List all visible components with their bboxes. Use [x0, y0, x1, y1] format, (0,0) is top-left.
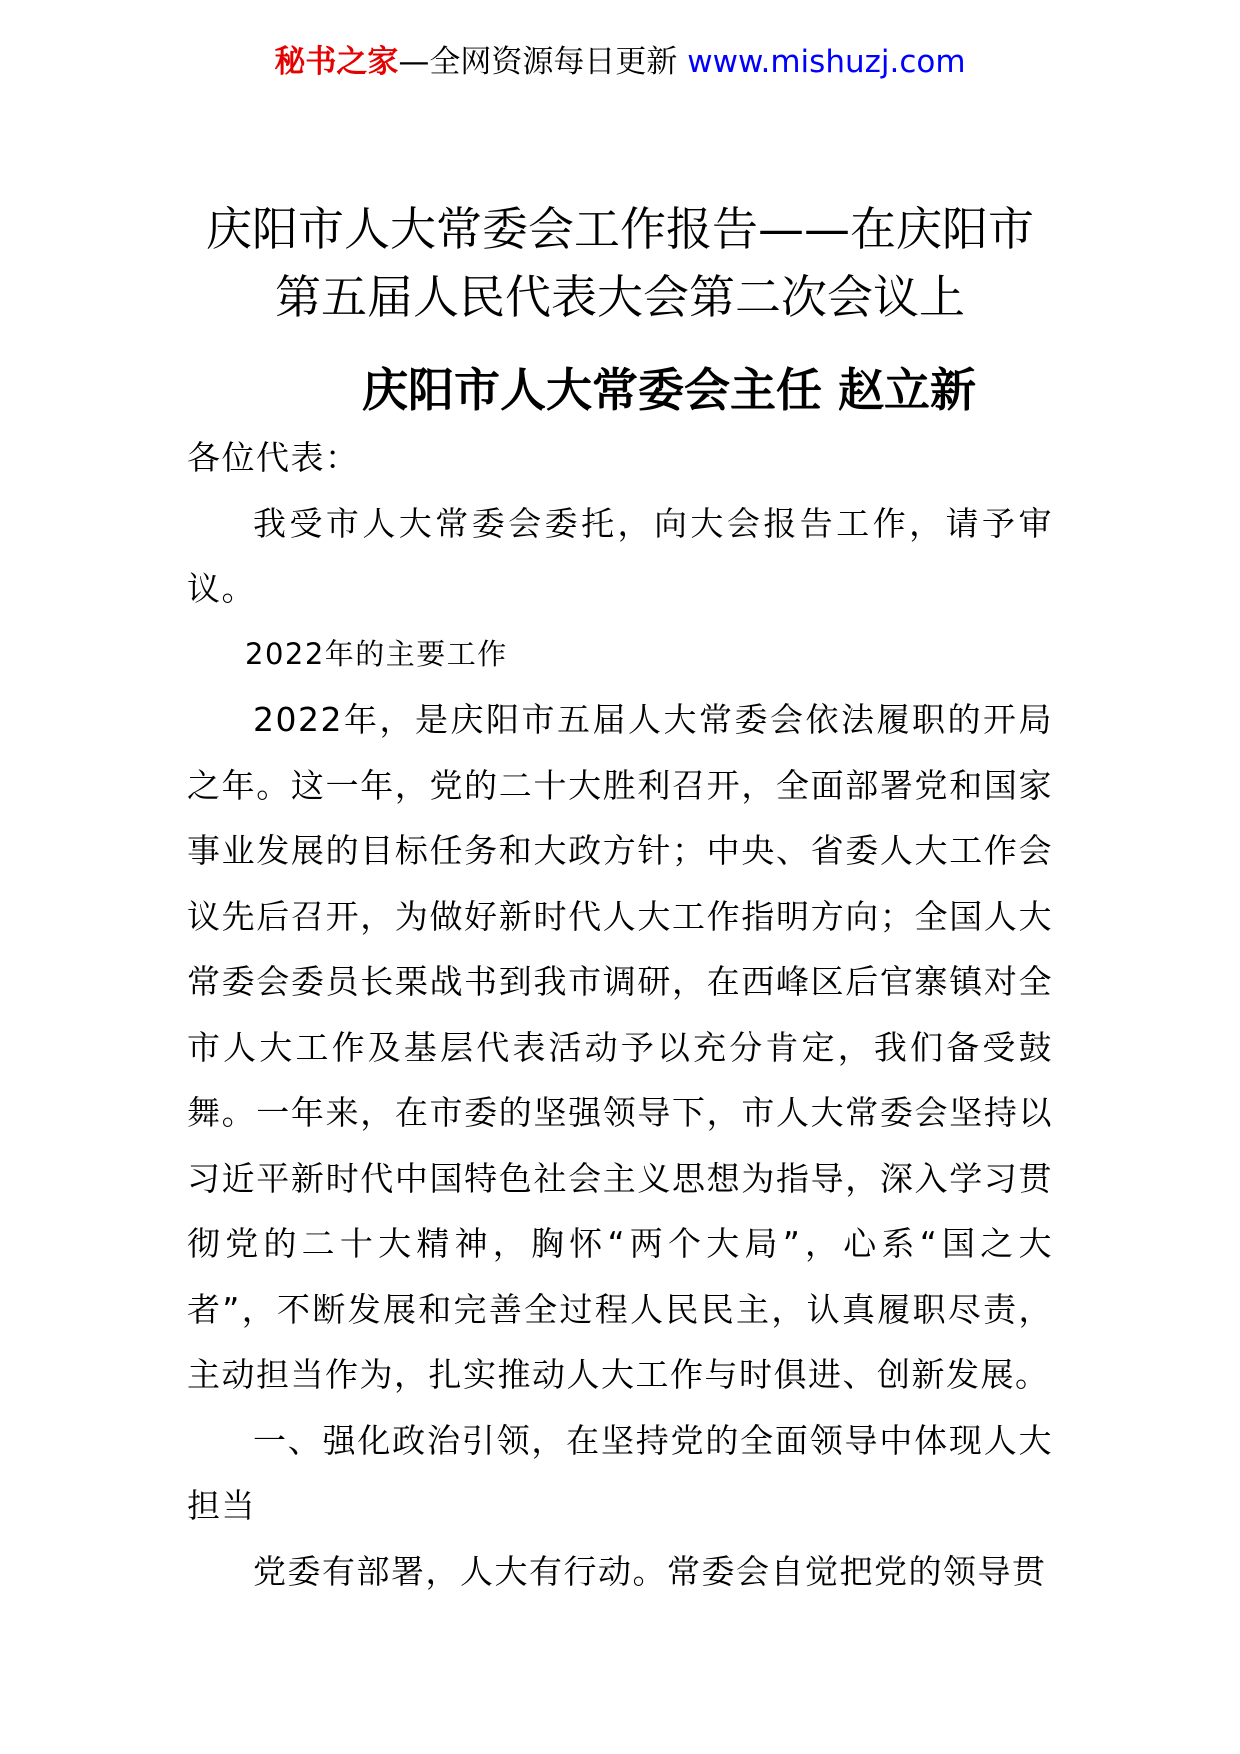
site-brand: 秘书之家	[274, 44, 399, 80]
title-line-2: 第五届人民代表大会第二次会议上	[275, 270, 965, 324]
site-url-link[interactable]: www.mishuzj.com	[687, 44, 966, 80]
site-tagline: —全网资源每日更新	[398, 44, 688, 80]
salutation: 各位代表：	[187, 438, 360, 477]
body-paragraph-2: 党委有部署，人大有行动。常委会自觉把党的领导贯	[253, 1551, 1047, 1591]
body-paragraph-1: 2022年，是庆阳市五届人大常委会依法履职的开局之年。这一年，党的二十大胜利召开，全面部署党和国家事业发展的目标任务和大政方针；中央、省委人大工作会议先后召开，为做好新时代人大工作指明方向；全国人大常委会委员长栗战书到我市调研，在西峰区后官寨镇对全市人大工作及基层代表活动予以充分肯定，我们备受鼓舞。一年来，在市委的坚强领导下，市人大常委会坚持以习近平新时代中国特色社会主义思想为指导，深入学习贯彻党的二十大精神，胸怀“两个大局”，心系“国之大者”，不断发展和完善全过程人民民主，认真履职尽责，主动担当作为，扎实推动人大工作与时俱进、创新发展。	[187, 700, 1053, 1394]
section-heading: 2022年的主要工作	[245, 636, 508, 671]
site-header	[0, 40, 1240, 84]
intro-paragraph: 我受市人大常委会委托，向大会报告工作，请予审议。	[187, 503, 1053, 608]
title-line-1: 庆阳市人大常委会工作报告——在庆阳市	[206, 202, 1034, 256]
document-title	[0, 195, 1240, 331]
author-line: 庆阳市人大常委会主任 赵立新	[362, 363, 977, 417]
document-body	[187, 425, 1053, 1604]
section-heading-1: 一、强化政治引领，在坚持党的全面领导中体现人大担当	[187, 1420, 1053, 1525]
